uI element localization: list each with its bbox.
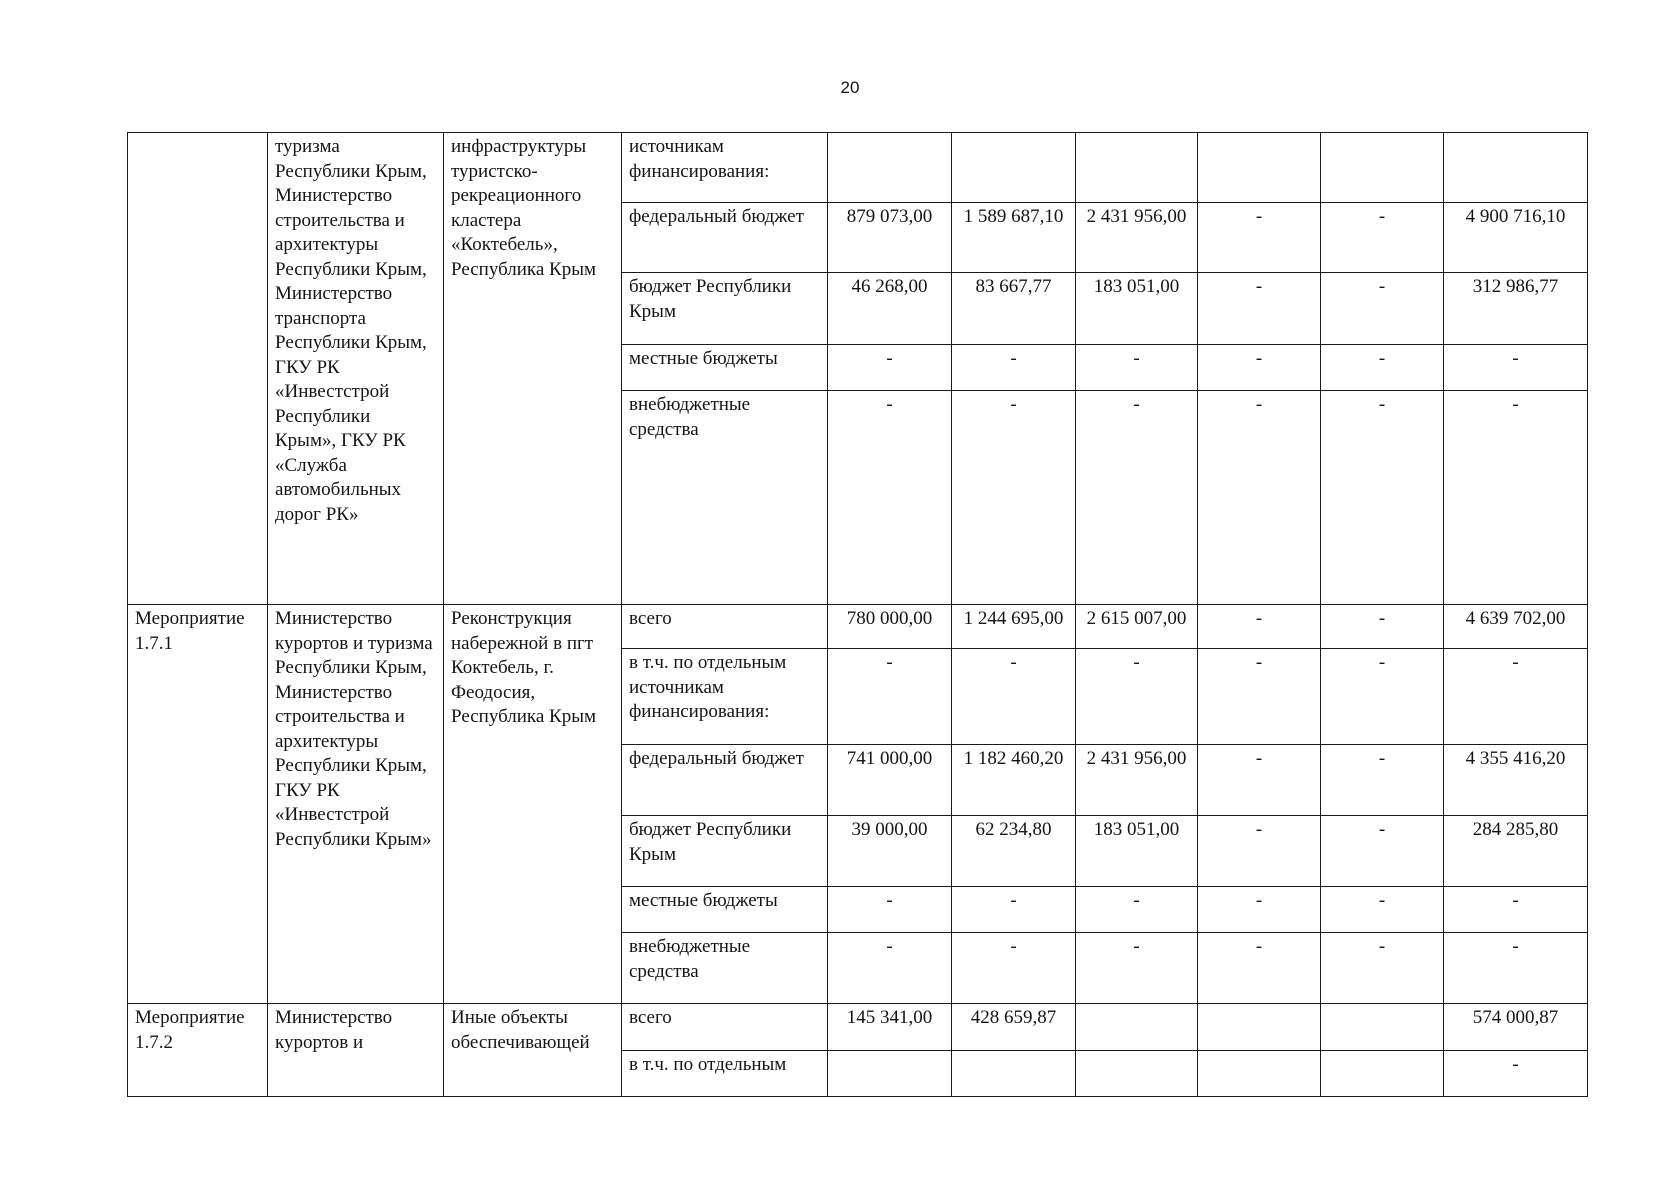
value-cell: -	[952, 933, 1076, 1004]
value-cell	[1321, 1004, 1444, 1051]
value-cell: 879 073,00	[828, 203, 952, 273]
source-cell: в т.ч. по отдельным	[622, 1051, 828, 1097]
value-cell: 2 431 956,00	[1076, 745, 1198, 816]
value-cell: -	[952, 391, 1076, 605]
value-cell: -	[1321, 345, 1444, 391]
value-cell: -	[1198, 816, 1321, 887]
value-cell: -	[1198, 649, 1321, 745]
value-cell: 1 589 687,10	[952, 203, 1076, 273]
value-cell: 183 051,00	[1076, 816, 1198, 887]
value-cell: -	[1321, 816, 1444, 887]
value-cell: 183 051,00	[1076, 273, 1198, 345]
value-cell	[1321, 1051, 1444, 1097]
value-cell: -	[828, 649, 952, 745]
value-cell: 428 659,87	[952, 1004, 1076, 1051]
total-cell: -	[1444, 649, 1588, 745]
table-row	[128, 605, 1588, 649]
value-cell: -	[1321, 745, 1444, 816]
value-cell: -	[1198, 605, 1321, 649]
value-cell: -	[1321, 933, 1444, 1004]
value-cell	[1076, 1051, 1198, 1097]
source-cell: федеральный бюджет	[622, 745, 828, 816]
value-cell	[952, 1051, 1076, 1097]
source-cell: местные бюджеты	[622, 345, 828, 391]
value-cell: -	[1321, 887, 1444, 933]
executors-cell: Министерство курортов и туризма Республики Крым, Министерство строительства и архитектуры Республики Крым, ГКУ РК «Инвестстрой Республики Крым»	[268, 605, 444, 1004]
value-cell	[1198, 1051, 1321, 1097]
source-cell: бюджет Республики Крым	[622, 816, 828, 887]
total-cell: -	[1444, 1051, 1588, 1097]
source-cell: внебюджетные средства	[622, 933, 828, 1004]
value-cell	[1198, 133, 1321, 203]
value-cell: -	[1198, 345, 1321, 391]
value-cell: -	[1321, 203, 1444, 273]
value-cell: -	[828, 887, 952, 933]
source-cell: всего	[622, 605, 828, 649]
value-cell: -	[1321, 273, 1444, 345]
total-cell: -	[1444, 887, 1588, 933]
measure-cell: Мероприятие 1.7.2	[128, 1004, 268, 1097]
value-cell: 39 000,00	[828, 816, 952, 887]
value-cell: -	[828, 345, 952, 391]
value-cell	[828, 133, 952, 203]
total-cell: 4 355 416,20	[1444, 745, 1588, 816]
value-cell: 46 268,00	[828, 273, 952, 345]
value-cell: -	[1198, 391, 1321, 605]
executors-cell: Министерство курортов и	[268, 1004, 444, 1097]
value-cell: 2 431 956,00	[1076, 203, 1198, 273]
measure-cell: Мероприятие 1.7.1	[128, 605, 268, 1004]
budget-table	[127, 132, 1588, 1097]
value-cell	[1076, 1004, 1198, 1051]
value-cell	[952, 133, 1076, 203]
value-cell: 1 182 460,20	[952, 745, 1076, 816]
value-cell: 2 615 007,00	[1076, 605, 1198, 649]
value-cell: -	[1321, 649, 1444, 745]
value-cell: -	[1321, 605, 1444, 649]
value-cell: -	[828, 391, 952, 605]
value-cell: -	[1076, 345, 1198, 391]
table-row	[128, 133, 1588, 203]
value-cell	[1198, 1004, 1321, 1051]
total-cell: -	[1444, 391, 1588, 605]
value-cell: -	[1198, 203, 1321, 273]
value-cell: 741 000,00	[828, 745, 952, 816]
value-cell: -	[1321, 391, 1444, 605]
value-cell: 780 000,00	[828, 605, 952, 649]
source-cell: федеральный бюджет	[622, 203, 828, 273]
value-cell: -	[1076, 391, 1198, 605]
table-row	[128, 1004, 1588, 1051]
total-cell: -	[1444, 933, 1588, 1004]
source-cell: бюджет Республики Крым	[622, 273, 828, 345]
total-cell: -	[1444, 345, 1588, 391]
value-cell: -	[952, 887, 1076, 933]
value-cell	[1076, 133, 1198, 203]
value-cell: 83 667,77	[952, 273, 1076, 345]
value-cell: -	[1198, 745, 1321, 816]
object-cell: Реконструкция набережной в пгт Коктебель, г. Феодосия, Республика Крым	[444, 605, 622, 1004]
source-cell: внебюджетные средства	[622, 391, 828, 605]
value-cell	[828, 1051, 952, 1097]
total-cell: 284 285,80	[1444, 816, 1588, 887]
value-cell	[1321, 133, 1444, 203]
value-cell: -	[1076, 887, 1198, 933]
value-cell: -	[1076, 933, 1198, 1004]
total-cell: 312 986,77	[1444, 273, 1588, 345]
value-cell: -	[952, 345, 1076, 391]
total-cell: 4 639 702,00	[1444, 605, 1588, 649]
total-cell: 574 000,87	[1444, 1004, 1588, 1051]
total-cell: 4 900 716,10	[1444, 203, 1588, 273]
page-number: 20	[840, 78, 860, 97]
value-cell: 62 234,80	[952, 816, 1076, 887]
value-cell: 145 341,00	[828, 1004, 952, 1051]
object-cell: Иные объекты обеспечивающей	[444, 1004, 622, 1097]
value-cell: 1 244 695,00	[952, 605, 1076, 649]
value-cell: -	[1198, 887, 1321, 933]
object-cell: инфраструктуры туристско-рекреационного кластера «Коктебель», Республика Крым	[444, 133, 622, 605]
value-cell: -	[952, 649, 1076, 745]
executors-cell: туризма Республики Крым, Министерство строительства и архитектуры Республики Крым, Министерство транспорта Республики Крым, ГКУ РК «Инвестстрой Республики Крым», ГКУ РК «Служба автомобильных дорог РК»	[268, 133, 444, 605]
source-cell: всего	[622, 1004, 828, 1051]
value-cell: -	[1076, 649, 1198, 745]
value-cell: -	[828, 933, 952, 1004]
measure-cell	[128, 133, 268, 605]
source-cell: в т.ч. по отдельным источникам финансирования:	[622, 649, 828, 745]
value-cell: -	[1198, 933, 1321, 1004]
source-cell: источникам финансирования:	[622, 133, 828, 203]
source-cell: местные бюджеты	[622, 887, 828, 933]
value-cell: -	[1198, 273, 1321, 345]
total-cell	[1444, 133, 1588, 203]
